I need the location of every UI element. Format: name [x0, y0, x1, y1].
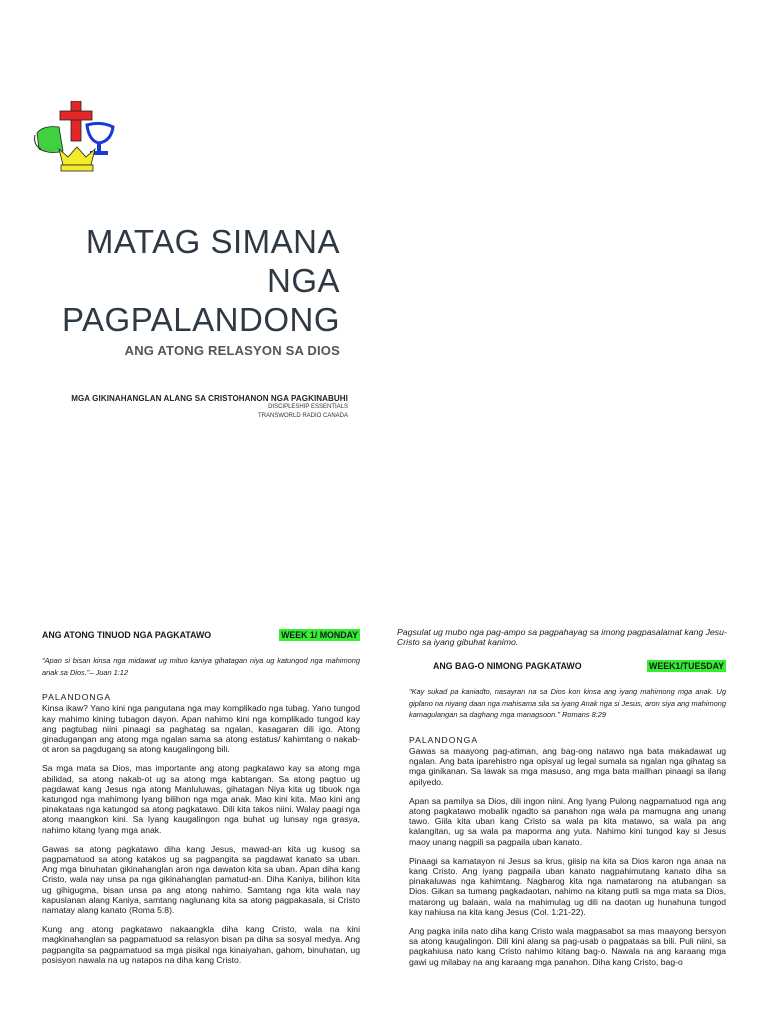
monday-paragraph: Gawas sa atong pagkatawo diha kang Jesus, mawad-an kita ug kusog sa pagpamatuod sa atong katakos ug sa pagpangita sa pagdawat kanato sa uban. Ang mga binuhatan gikinahanglan aron nga dawaton kita sa uban. Apan diha kang Cristo, wala nay unsa pa nga gikinahanglan pamatud-an. Diha Kaniya, bilihon kita ug gihigugma, bisan unsa pa ang atong nahimo. Samtang nga kita wala nay kapuslanan alang Kaniya, samtang naglunang kita sa atong pagpakasala, si Cristo namatay alang kanato (Roma 5:8).	[42, 843, 360, 916]
monday-paragraph: Kung ang atong pagkatawo nakaangkla diha kang Cristo, wala na kini magkinahanglan sa pagpamatuod sa relasyon bisan pa diha sa sosyal medya. Ang pagpangita sa pagpamatuod sa mga pisikal nga kinaiyahan, gahom, binuhatan, ug posisyon nawala na ug natapos na diha kang Cristo.	[42, 924, 360, 965]
tuesday-quote: "Kay sukad pa kaniadto, nasayran na sa Dios kon kinsa ang iyang mahimong mga anak. Ug giplano na niyang daan nga mahisama sila sa iyang Anak nga si Jesus, aron siya ang mahimong kamagulangan sa daghang mga managsoon." Romans 8:29	[409, 687, 726, 720]
guide-line-2: DISCIPLESHIP ESSENTIALS	[268, 404, 348, 410]
cover-title	[62, 222, 340, 339]
cover-subtitle: ANG ATONG RELASYON SA DIOS	[124, 343, 340, 358]
guide-title: MGA GIKINAHANGLAN ALANG SA CRISTOHANON NGA PAGKINABUHI	[71, 394, 348, 403]
monday-section-label: PALANDONGA	[42, 692, 112, 703]
tuesday-paragraph: Gawas sa maayong pag-atiman, ang bag-ong natawo nga bata makadawat ug ngalan. Ang bata iparehistro nga opisyal ug legal sumala sa ngalan nga gihatag sa mga ginikanan. Sa lawak sa mga masuso, ang mga bata mailhan pinaagi sa ilang apilyedo.	[409, 745, 726, 787]
church-logo	[33, 101, 117, 173]
tuesday-day-badge: WEEK1/TUESDAY	[649, 661, 724, 671]
guide-line-3: TRANSWORLD RADIO CANADA	[257, 413, 348, 419]
prayer-prompt: Pagsulat ug mubo nga pag-ampo sa pagpahayag sa imong pagpasalamat kang Jesu- Cristo sa iyang gibuhat kanimo.	[397, 627, 727, 648]
monday-paragraph: Sa mga mata sa Dios, mas importante ang atong pagkatawo kay sa atong mga abilidad, sa atong nakab-ot ug sa atong mga kabtangan. Sa atong pagtuo ug pagdawat kang Jesus nga atong Manluluwas, gihatagan Niya kita ug tibuok nga katungod nga mahimong Iyang bilihon nga mga anak. Mao kini kita. Mao kini ang pinakataas nga katungod sa atong pagkatawo. Dili kita takos niini. Walay paagi nga atong maangkon kini. Sa Iyang kaugalingon nga buhat ug lunsay nga grasya, nahimo kitang Iyang mga anak.	[42, 763, 360, 835]
tuesday-heading: ANG BAG-O NIMONG PAGKATAWO	[433, 661, 582, 671]
title-line-3: PAGPALANDONG	[61, 301, 340, 338]
tuesday-section-label: PALANDONGA	[409, 734, 479, 745]
monday-header	[42, 629, 360, 641]
tuesday-paragraph: Apan sa pamilya sa Dios, dili ingon niini. Ang Iyang Pulong nagpamatuod nga ang atong pagkatawo mobalik ngadto sa panahon nga wala pa mamugna ang unang tawo. Giila kita uban kang Cristo sa wala pa kita matawo, sa wala pa ang kalangitan, ug sa wala pa maporma ang yuta. Nahimo kini tungod kay si Jesus maoy unang nagpili sa pagpaila uban kanato.	[409, 795, 726, 847]
cover-guide	[71, 394, 348, 421]
tuesday-paragraph: Pinaagi sa kamatayon ni Jesus sa krus, giisip na kita sa Dios karon nga anaa na kang Cristo. Ang iyang pagpaila uban kanato nagpahimutang kanato diha sa pinakaluwas nga kahimtang. Nagbarog kita nga namatarong na atubangan sa Dios. Gikan sa tumang pagkadaotan, nahimo na kitang putli sa mga mata sa Dios, matarong ug balaan, wala na mahimulag ug dili na daotan ug hunahuna tungod kay nahiusa na kita kang Jesus (Col. 1:21-22).	[409, 855, 726, 917]
tuesday-column	[409, 660, 726, 976]
title-line-2: NGA	[266, 262, 340, 299]
tuesday-header	[433, 660, 726, 672]
title-line-1: MATAG SIMANA	[85, 223, 340, 260]
monday-heading: ANG ATONG TINUOD NGA PAGKATAWO	[42, 630, 212, 640]
monday-day-badge: WEEK 1/ MONDAY	[281, 630, 358, 640]
monday-paragraph: Kinsa ikaw? Yano kini nga pangutana nga may komplikado nga tubag. Yano tungod kay mahimo kining tubagon dayon. Apan nahimo kini nga komplikado tungod kay ang pagtubag niini pinaagi sa paghatag sa ngalan, kasagaran dili igo. Atong ginadugangan ang atong mga ngalan sama sa atong estatus/ kahimtang o nakab-ot aron sa pagdugang sa atong kaugalingong bili.	[42, 703, 360, 755]
monday-quote: "Apan si bisan kinsa nga midawat ug mituo kaniya gihatagan niya ug katungod nga mahimong anak sa Dios."– Juan 1:12	[42, 656, 360, 677]
monday-column	[42, 629, 360, 974]
tuesday-paragraph: Ang pagka inila nato diha kang Cristo wala magpasabot sa mas maayong bersyon sa atong kaugalingon. Dili kini alang sa pag-usab o pagpataas sa bili. Puli niini, sa pagkahiusa nato kang Cristo nahimo kitang bag-o. Nawala na ang karaang mga gawi ug milabay na ang karaang mga panahon. Diha kang Cristo, bag-o	[409, 925, 726, 967]
